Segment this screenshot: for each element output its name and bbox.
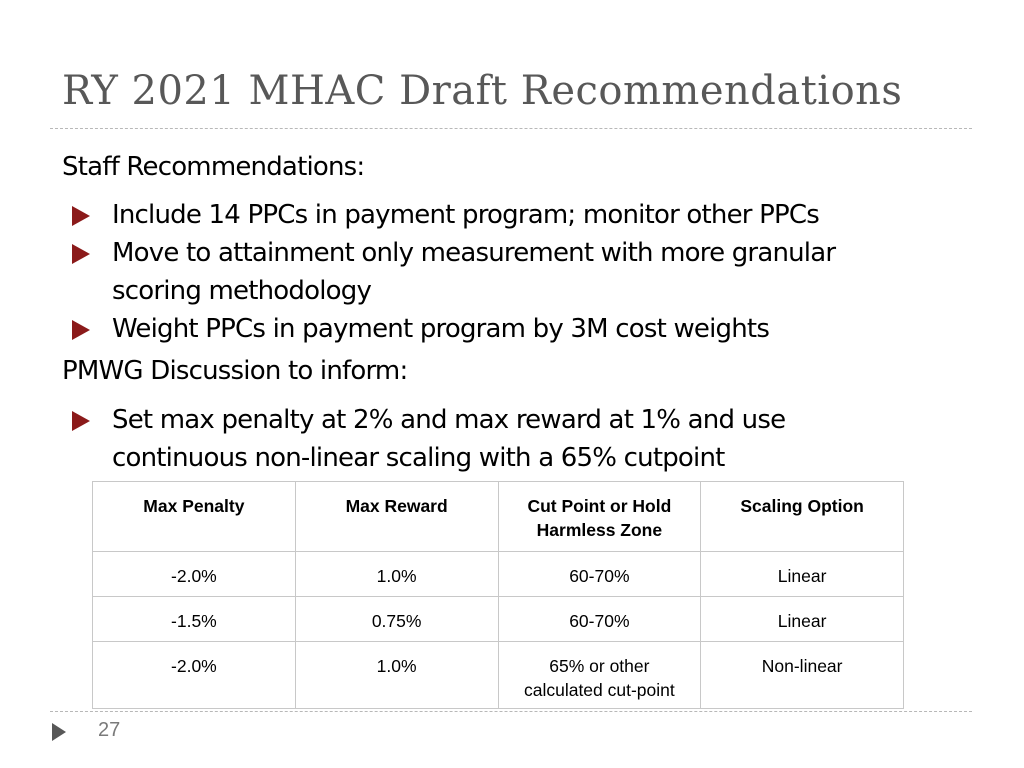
staff-bullet-3 bbox=[112, 310, 769, 348]
bullet-line: Include 14 PPCs in payment program; monitor other PPCs bbox=[112, 200, 820, 230]
pmwg-bullet-1 bbox=[112, 401, 785, 477]
title-divider bbox=[50, 128, 972, 129]
staff-bullet-2 bbox=[112, 234, 835, 310]
bullet-line: scoring methodology bbox=[112, 276, 372, 306]
bullet-arrow-icon bbox=[72, 244, 90, 264]
staff-bullet-1 bbox=[112, 196, 819, 234]
header-max-reward: Max Reward bbox=[295, 482, 498, 552]
table-row bbox=[93, 597, 904, 642]
footer-arrow-icon bbox=[52, 723, 66, 741]
cell-max-penalty: -1.5% bbox=[93, 597, 296, 642]
page-number: 27 bbox=[98, 719, 121, 741]
scaling-options-table bbox=[92, 481, 904, 709]
header-scaling-option: Scaling Option bbox=[701, 482, 904, 552]
cell-cut-point: 65% or other calculated cut-point bbox=[498, 642, 701, 709]
cell-max-reward: 1.0% bbox=[295, 642, 498, 709]
header-cut-point: Cut Point or Hold Harmless Zone bbox=[498, 482, 701, 552]
cell-cut-point: 60-70% bbox=[498, 597, 701, 642]
bullet-line: Set max penalty at 2% and max reward at 1% and use bbox=[112, 405, 786, 435]
table-header-row bbox=[93, 482, 904, 552]
cell-scaling-option: Non-linear bbox=[701, 642, 904, 709]
bullet-line: Weight PPCs in payment program by 3M cost weights bbox=[112, 314, 770, 344]
staff-heading: Staff Recommendations: bbox=[62, 152, 365, 182]
pmwg-heading: PMWG Discussion to inform: bbox=[62, 356, 408, 386]
footer-divider bbox=[50, 711, 972, 712]
bullet-arrow-icon bbox=[72, 320, 90, 340]
cell-max-penalty: -2.0% bbox=[93, 552, 296, 597]
cell-max-penalty: -2.0% bbox=[93, 642, 296, 709]
bullet-arrow-icon bbox=[72, 411, 90, 431]
slide-title: RY 2021 MHAC Draft Recommendations bbox=[62, 68, 903, 114]
bullet-line: Move to attainment only measurement with more granular bbox=[112, 238, 836, 268]
cell-scaling-option: Linear bbox=[701, 552, 904, 597]
cell-scaling-option: Linear bbox=[701, 597, 904, 642]
cell-cut-point: 60-70% bbox=[498, 552, 701, 597]
bullet-arrow-icon bbox=[72, 206, 90, 226]
table-row bbox=[93, 552, 904, 597]
bullet-line: continuous non-linear scaling with a 65% cutpoint bbox=[112, 443, 725, 473]
cell-max-reward: 0.75% bbox=[295, 597, 498, 642]
table-row bbox=[93, 642, 904, 709]
header-max-penalty: Max Penalty bbox=[93, 482, 296, 552]
cell-max-reward: 1.0% bbox=[295, 552, 498, 597]
